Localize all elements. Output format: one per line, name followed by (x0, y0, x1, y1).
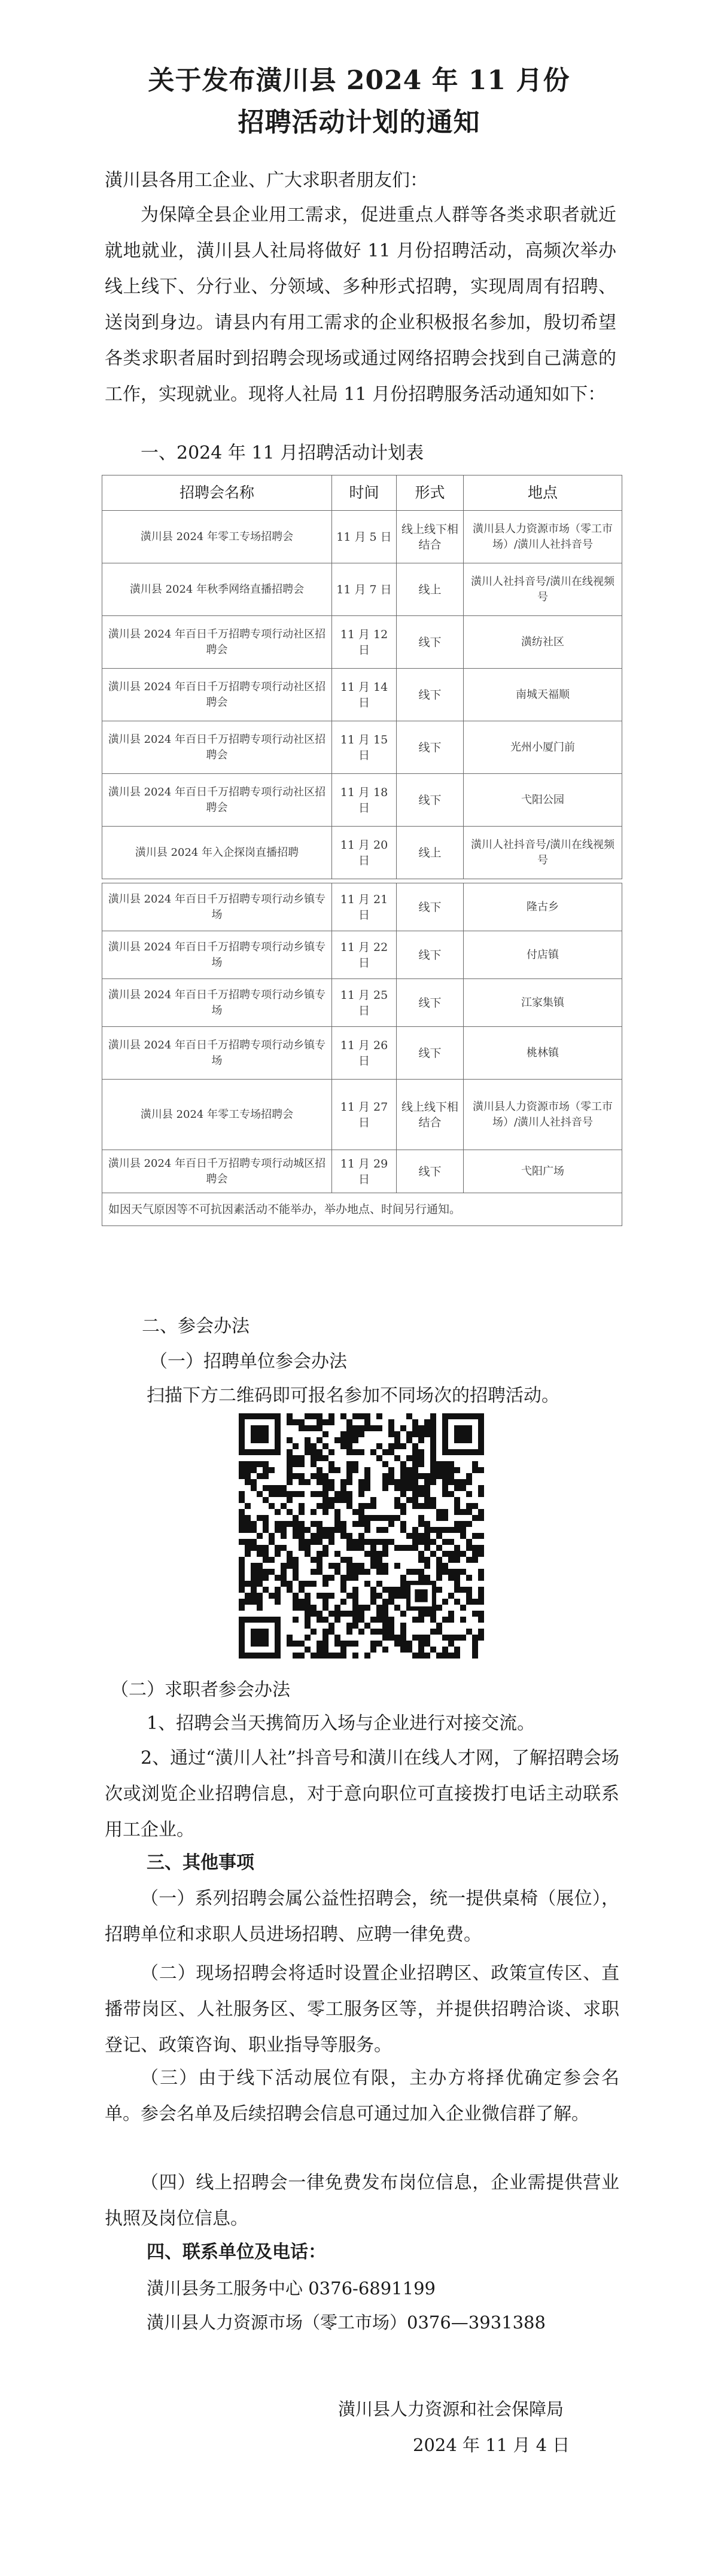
cell-date: 11 月 20 日 (332, 827, 397, 879)
table-row (102, 511, 622, 563)
cell-name: 潢川县 2024 年百日千万招聘专项行动社区招聘会 (102, 616, 332, 669)
cell-place: 桃林镇 (464, 1027, 622, 1080)
table-row (102, 827, 622, 879)
section-4-heading: 四、联系单位及电话： (147, 2242, 326, 2263)
cell-date: 11 月 7 日 (332, 563, 397, 616)
cell-form: 线下 (397, 1150, 464, 1193)
section-2-2-item-2: 2、通过“潢川人社”抖音号和潢川在线人才网，了解招聘会场次或浏览企业招聘信息，对于意向职位可直接拨打电话主动联系用工企业。 (105, 1748, 619, 1840)
table-row (102, 931, 622, 979)
table-row (102, 1150, 622, 1193)
qr-finder-top-right (442, 1413, 484, 1455)
cell-form: 线下 (397, 1027, 464, 1080)
salutation: 潢川县各用工企业、广大求职者朋友们： (105, 170, 428, 191)
cell-date: 11 月 14 日 (332, 669, 397, 721)
header-date: 时间 (332, 475, 397, 511)
table-row (102, 616, 622, 669)
cell-place: 弋阳公园 (464, 774, 622, 827)
section-3-heading: 三、其他事项 (147, 1852, 254, 1873)
cell-name: 潢川县 2024 年零工专场招聘会 (102, 511, 332, 563)
cell-name: 潢川县 2024 年入企探岗直播招聘 (102, 827, 332, 879)
table-divider (102, 879, 622, 883)
section-2-heading: 二、参会办法 (142, 1316, 250, 1337)
header-name: 招聘会名称 (102, 475, 332, 511)
cell-form: 线下 (397, 616, 464, 669)
section-3-item-4: （四）线上招聘会一律免费发布岗位信息，企业需提供营业执照及岗位信息。 (105, 2172, 619, 2229)
cell-date: 11 月 15 日 (332, 721, 397, 774)
section-3-item-3: （三）由于线下活动展位有限，主办方将择优确定参会名单。参会名单及后续招聘会信息可通过加入企业微信群了解。 (105, 2068, 619, 2124)
title-line-2: 招聘活动计划的通知 (238, 107, 480, 138)
cell-form: 线下 (397, 669, 464, 721)
cell-name: 潢川县 2024 年秋季网络直播招聘会 (102, 563, 332, 616)
issuer-organization: 潢川县人力资源和社会保障局 (338, 2399, 564, 2419)
cell-name: 潢川县 2024 年零工专场招聘会 (102, 1080, 332, 1150)
cell-place: 隆古乡 (464, 883, 622, 931)
cell-name: 潢川县 2024 年百日千万招聘专项行动社区招聘会 (102, 774, 332, 827)
table-row (102, 774, 622, 827)
cell-place: 潢川县人力资源市场（零工市场）/潢川人社抖音号 (464, 511, 622, 563)
table-row (102, 1080, 622, 1150)
cell-form: 线下 (397, 774, 464, 827)
cell-name: 潢川县 2024 年百日千万招聘专项行动乡镇专场 (102, 979, 332, 1027)
section-2-2-heading: （二）求职者参会办法 (111, 1679, 290, 1700)
plan-table (102, 475, 622, 1226)
cell-place: 江家集镇 (464, 979, 622, 1027)
cell-date: 11 月 26 日 (332, 1027, 397, 1080)
cell-name: 潢川县 2024 年百日千万招聘专项行动乡镇专场 (102, 1027, 332, 1080)
contact-phone-2: 潢川县人力资源市场（零工市场）0376—3931388 (147, 2312, 546, 2333)
cell-name: 潢川县 2024 年百日千万招聘专项行动社区招聘会 (102, 721, 332, 774)
cell-form: 线下 (397, 979, 464, 1027)
table-row (102, 563, 622, 616)
qr-alignment-mark (406, 1581, 436, 1611)
cell-form: 线下 (397, 883, 464, 931)
cell-place: 弋阳广场 (464, 1150, 622, 1193)
cell-name: 潢川县 2024 年百日千万招聘专项行动社区招聘会 (102, 669, 332, 721)
cell-place: 潢纺社区 (464, 616, 622, 669)
cell-date: 11 月 5 日 (332, 511, 397, 563)
section-3-item-1: （一）系列招聘会属公益性招聘会，统一提供桌椅（展位），招聘单位和求职人员进场招聘、应聘一律免费。 (105, 1888, 619, 1945)
cell-place: 光州小厦门前 (464, 721, 622, 774)
cell-place: 付店镇 (464, 931, 622, 979)
issue-date: 2024 年 11 月 4 日 (413, 2435, 570, 2455)
cell-date: 11 月 21 日 (332, 883, 397, 931)
header-place: 地点 (464, 475, 622, 511)
table-note: 如因天气原因等不可抗因素活动不能举办，举办地点、时间另行通知。 (102, 1193, 622, 1226)
qr-code-icon[interactable] (238, 1413, 485, 1659)
cell-form: 线上 (397, 827, 464, 879)
table-row (102, 721, 622, 774)
section-1-heading: 一、2024 年 11 月招聘活动计划表 (141, 443, 424, 464)
section-3-item-2: （二）现场招聘会将适时设置企业招聘区、政策宣传区、直播带岗区、人社服务区、零工服务区等，并提供招聘洽谈、求职登记、政策咨询、职业指导等服务。 (105, 1963, 619, 2056)
cell-place: 潢川人社抖音号/潢川在线视频号 (464, 563, 622, 616)
section-2-2-item-1: 1、招聘会当天携简历入场与企业进行对接交流。 (147, 1713, 536, 1734)
cell-form: 线下 (397, 931, 464, 979)
cell-name: 潢川县 2024 年百日千万招聘专项行动乡镇专场 (102, 883, 332, 931)
cell-date: 11 月 29 日 (332, 1150, 397, 1193)
table-note-row (102, 1193, 622, 1226)
qr-finder-top-left (239, 1413, 281, 1455)
plan-table-wrap (102, 475, 622, 1226)
section-2-1-text: 扫描下方二维码即可报名参加不同场次的招聘活动。 (147, 1385, 559, 1406)
document-title (0, 60, 718, 144)
table-header-row (102, 475, 622, 511)
cell-place: 潢川县人力资源市场（零工市场）/潢川人社抖音号 (464, 1080, 622, 1150)
table-row (102, 669, 622, 721)
cell-date: 11 月 18 日 (332, 774, 397, 827)
cell-form: 线上线下相结合 (397, 511, 464, 563)
table-divider-row (102, 879, 622, 883)
cell-form: 线上 (397, 563, 464, 616)
cell-place: 南城天福顺 (464, 669, 622, 721)
cell-date: 11 月 12 日 (332, 616, 397, 669)
table-row (102, 1027, 622, 1080)
cell-place: 潢川人社抖音号/潢川在线视频号 (464, 827, 622, 879)
title-line-1: 关于发布潢川县 2024 年 11 月份 (148, 65, 570, 96)
header-form: 形式 (397, 475, 464, 511)
cell-name: 潢川县 2024 年百日千万招聘专项行动乡镇专场 (102, 931, 332, 979)
section-2-1-heading: （一）招聘单位参会办法 (150, 1351, 347, 1372)
intro-paragraph: 为保障全县企业用工需求，促进重点人群等各类求职者就近就地就业，潢川县人社局将做好 11 月份招聘活动，高频次举办线上线下、分行业、分领域、多种形式招聘，实现周周有招聘、送岗到身边。请县内有用工需求的企业积极报名参加，殷切希望各类求职者届时到招聘会现场或通过网络招聘会找到自己满意的工作，实现就业。现将人社局 11 月份招聘服务活动通知如下： (105, 205, 616, 405)
cell-date: 11 月 22 日 (332, 931, 397, 979)
cell-date: 11 月 27 日 (332, 1080, 397, 1150)
qr-finder-bottom-left (239, 1617, 281, 1659)
cell-date: 11 月 25 日 (332, 979, 397, 1027)
cell-name: 潢川县 2024 年百日千万招聘专项行动城区招聘会 (102, 1150, 332, 1193)
table-row (102, 979, 622, 1027)
cell-form: 线上线下相结合 (397, 1080, 464, 1150)
table-row (102, 883, 622, 931)
contact-phone-1: 潢川县务工服务中心 0376-6891199 (147, 2278, 436, 2298)
cell-form: 线下 (397, 721, 464, 774)
